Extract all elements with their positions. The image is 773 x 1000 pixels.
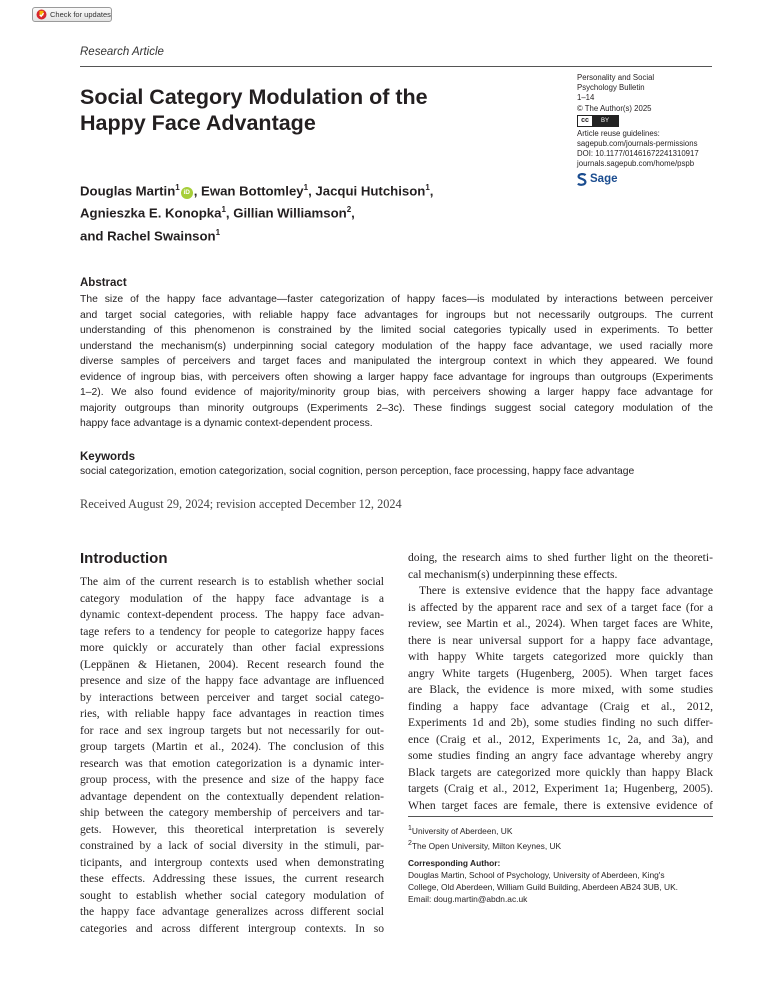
abstract-line: happy face advantage is a dynamic context-dependent process.: [80, 418, 373, 429]
affiliation-2: [408, 838, 713, 853]
author-name: , Jacqui Hutchison: [308, 183, 426, 199]
body-line: constrained by a lack of social diversity in the stimuli, par-: [80, 839, 384, 852]
body-line: some studies finding an angry face advantage whereby angry: [408, 749, 713, 762]
journal-home-link[interactable]: journals.sagepub.com/home/pspb: [577, 159, 695, 169]
abstract-line: understand the mechanism(s) underpinning social category modulation of the happy face advantage, we used racially more: [80, 340, 713, 352]
affiliation-marker: 1: [303, 183, 309, 192]
footnotes: [408, 823, 713, 905]
separator: ,: [351, 205, 355, 221]
body-line: is affected by the apparent race and sex of a target face (for a: [408, 600, 713, 614]
abstract-heading: Abstract: [80, 277, 127, 289]
body-line: Experiments 1d and 2b), some studies finding no such differ-: [408, 716, 713, 729]
abstract-line: and target social categories, with reliable happy face advantages for ingroups but not necessarily outgroups. The current: [80, 309, 713, 321]
body-line: are Black, the evidence is more mixed, with some studies: [408, 683, 713, 696]
copyright: © The Author(s) 2025: [577, 103, 652, 113]
affiliation-marker: 1: [408, 825, 412, 832]
abstract-line: 1–2). We also found evidence of majority/minority group bias, with perceivers showing a larger happy face advantage for: [80, 387, 713, 398]
article-title: [80, 84, 520, 136]
abstract-line: understanding of this phenomenon is constrained by the limited social categories typically used in experiments. To better: [80, 325, 713, 336]
keywords-text: social categorization, emotion categorization, social cognition, person perception, face processing, happy face advantage: [80, 466, 635, 477]
body-line: sought to establish whether social category modulation of: [80, 888, 384, 902]
corresponding-author-line: Douglas Martin, School of Psychology, University of Aberdeen, King's: [408, 869, 665, 880]
title-line: Social Category Modulation of the: [80, 85, 428, 109]
body-line: with happy White targets categorized more quickly than: [408, 650, 713, 663]
author-name: and Rachel Swainson: [80, 228, 216, 244]
body-line: cal mechanism(s) underpinning these effects.: [408, 567, 618, 581]
body-line: ship between the category membership of perceivers and tar-: [80, 806, 384, 819]
article-type: Research Article: [80, 46, 164, 58]
keywords-heading: Keywords: [80, 451, 135, 463]
author-name: Douglas Martin: [80, 183, 176, 199]
sage-s-icon: [577, 173, 587, 186]
body-line: there is near universal support for a happy face advantage,: [408, 633, 713, 647]
by-label: BY: [592, 116, 618, 126]
check-for-updates-button[interactable]: [32, 7, 112, 22]
body-line: ries, with reliable happy face advantages in reaction times: [80, 707, 384, 720]
abstract-line: The size of the happy face advantage—faster categorization of happy faces—is modulated by interactions between perceiver: [80, 294, 713, 305]
body-column-left: [80, 574, 384, 937]
orcid-icon[interactable]: iD: [181, 187, 193, 199]
title-line: Happy Face Advantage: [80, 111, 316, 135]
abstract-text: [80, 292, 713, 432]
corresponding-author-line: College, Old Aberdeen, William Guild Building, Aberdeen AB24 3UB, UK.: [408, 881, 679, 892]
corresponding-author-heading: Corresponding Author:: [408, 858, 501, 869]
reuse-label: Article reuse guidelines:: [577, 128, 660, 138]
body-column-right: [408, 550, 713, 814]
body-line: dynamic context-dependent process. The happy face advan-: [80, 608, 384, 621]
affiliation-marker: 1: [175, 183, 180, 192]
body-line: for race and sex ingroup targets but not necessarily for out-: [80, 723, 384, 737]
body-line: these effects. Addressing these issues, the current research: [80, 872, 384, 885]
body-line: advantage dependent on the contextually dependent relation-: [80, 789, 384, 803]
body-line: Black targets are categorized more quickly than happy Black: [408, 765, 713, 779]
affiliation-text: The Open University, Milton Keynes, UK: [411, 840, 562, 851]
body-line: (Leppänen & Hietanen, 2004). Recent research found the: [80, 657, 384, 671]
reuse-link[interactable]: sagepub.com/journals-permissions: [577, 139, 698, 149]
crossmark-icon: [36, 9, 47, 20]
journal-name-line1: Personality and Social: [577, 73, 655, 82]
body-line: finding a happy face advantage (Craig et al., 2012,: [408, 699, 713, 713]
body-line: by interactions between perceiver and target social catego-: [80, 690, 384, 704]
header-divider: [80, 66, 712, 67]
author-name: Agnieszka E. Konopka: [80, 205, 222, 221]
journal-meta: [577, 73, 727, 186]
affiliation-marker: 1: [425, 183, 430, 192]
body-line: research was that emotion categorization is a dynamic inter-: [80, 756, 384, 770]
page-range: 1–14: [577, 93, 595, 103]
corresponding-author-email[interactable]: Email: doug.martin@abdn.ac.uk: [408, 893, 528, 904]
body-line: When target faces are female, there is extensive evidence of: [408, 798, 713, 812]
abstract-line: diverse samples of perceivers and target faces and manipulated the intergroup context in which they appeared. We found: [80, 356, 713, 367]
author-line: [80, 178, 530, 200]
affiliation-marker: 2: [408, 839, 412, 847]
body-line: The aim of the current research is to establish whether social: [80, 575, 384, 588]
body-line: the happy face advantage generalizes across different social: [80, 905, 384, 918]
body-line: tage refers to a tendency for people to categorize happy faces: [80, 624, 384, 638]
introduction-heading: Introduction: [80, 550, 168, 567]
affiliation-1: [408, 823, 713, 838]
affiliation-text: University of Aberdeen, UK: [411, 825, 513, 836]
journal-name-line2: Psychology Bulletin: [577, 83, 645, 93]
body-line: group targets (Martin et al., 2024). The conclusion of this: [80, 740, 384, 753]
doi-link[interactable]: DOI: 10.1177/01461672241310917: [577, 149, 699, 159]
check-for-updates-label: Check for updates: [50, 10, 111, 19]
body-line: There is extensive evidence that the happy face advantage: [419, 584, 713, 597]
sage-wordmark: Sage: [590, 173, 618, 186]
abstract-line: majority outgroups than minority outgroups (Experiments 2–3c). These findings suggest social category modulation of the: [80, 402, 713, 414]
body-line: more quickly or accurately than other facial expressions: [80, 641, 384, 654]
separator: ,: [429, 183, 434, 199]
body-line: angry White targets (Hugenberg, 2005). When target faces: [408, 666, 713, 680]
body-line: doing, the research aims to shed further light on the theoreti-: [408, 551, 713, 564]
body-line: presence and size of the happy face advantage are influenced: [80, 674, 384, 687]
affiliation-marker: 1: [221, 205, 226, 215]
sage-logo: [577, 173, 727, 186]
cc-label: cc: [578, 116, 592, 126]
author-name: , Gillian Williamson: [225, 205, 347, 221]
author-name: , Ewan Bottomley: [193, 183, 304, 199]
body-line: category modulation of the happy face advantage is a: [80, 591, 384, 605]
affiliation-marker: 1: [215, 227, 221, 237]
affiliation-marker: 2: [346, 205, 352, 215]
body-line: categories and across different intergroup contexts. In so: [80, 921, 384, 935]
body-line: ticipants, and intergroup contexts used when demonstrating: [80, 855, 384, 869]
abstract-line: evidence of ingroup bias, with perceivers often showing a larger happy face advantage for ingroups than outgroups (Experiments: [80, 371, 713, 383]
body-line: group process, with the presence and size of the happy face: [80, 773, 384, 786]
cc-by-license-icon[interactable]: [577, 115, 619, 127]
footnote-divider: [408, 816, 713, 817]
author-line: [80, 200, 530, 222]
body-line: gets. However, this theoretical interpretation is severely: [80, 822, 384, 836]
author-line: [80, 223, 530, 245]
received-dates: Received August 29, 2024; revision accepted December 12, 2024: [80, 497, 402, 511]
body-line: review, see Martin et al., 2024). When target faces are White,: [408, 617, 713, 630]
author-list: [80, 178, 530, 245]
body-line: ence (Craig et al., 2012, Experiments 1c, 2a, and 3a), and: [408, 732, 713, 746]
body-line: targets (Craig et al., 2012, Experiment 1a; Hugenberg, 2005).: [408, 782, 713, 795]
